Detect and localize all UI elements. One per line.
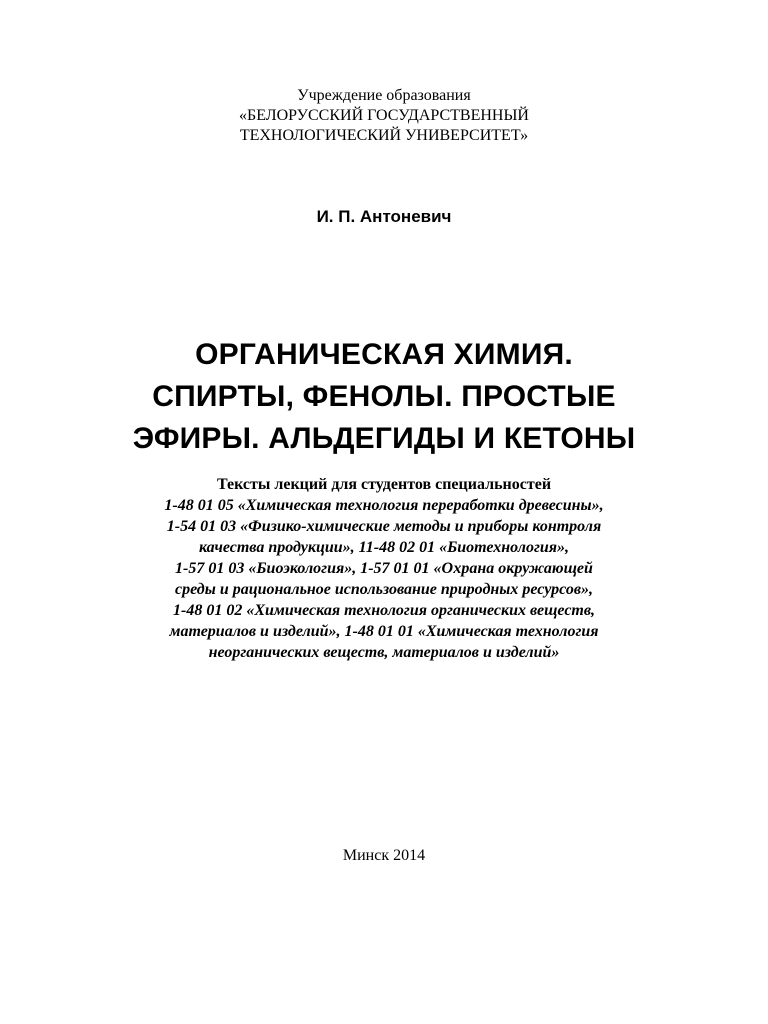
specialty-line: 1-48 01 02 «Химическая технология органических веществ, (172, 602, 596, 619)
specialty-line: среды и рациональное использование природных ресурсов», (174, 581, 594, 598)
place-and-year: Минск 2014 (342, 847, 426, 864)
document-subtitle (0, 474, 768, 663)
specialty-line: неорганических веществ, материалов и изделий» (208, 644, 560, 661)
specialty-line: материалов и изделий», 1-48 01 01 «Химическая технология (169, 623, 599, 640)
institution-type: Учреждение образования (297, 87, 471, 104)
document-title (0, 334, 768, 460)
specialty-line: 1-54 01 03 «Физико-химические методы и приборы контроля (166, 518, 602, 535)
author-name: И. П. Антоневич (316, 207, 452, 226)
title-line-2: СПИРТЫ, ФЕНОЛЫ. ПРОСТЫЕ (152, 380, 616, 413)
title-line-1: ОРГАНИЧЕСКАЯ ХИМИЯ. (195, 338, 573, 371)
specialty-line: 1-57 01 03 «Биоэкология», 1-57 01 01 «Охрана окружающей (175, 560, 593, 577)
specialty-line: 1-48 01 05 «Химическая технология переработки древесины», (164, 497, 604, 514)
institution-name-line1: «БЕЛОРУССКИЙ ГОСУДАРСТВЕННЫЙ (239, 107, 529, 124)
subtitle-lead: Тексты лекций для студентов специальностей (216, 476, 552, 493)
institution-name-line2: ТЕХНОЛОГИЧЕСКИЙ УНИВЕРСИТЕТ» (239, 127, 529, 144)
title-line-3: ЭФИРЫ. АЛЬДЕГИДЫ И КЕТОНЫ (132, 422, 636, 455)
specialty-line: качества продукции», 11-48 02 01 «Биотехнология», (198, 539, 570, 556)
institution-header (0, 86, 768, 146)
